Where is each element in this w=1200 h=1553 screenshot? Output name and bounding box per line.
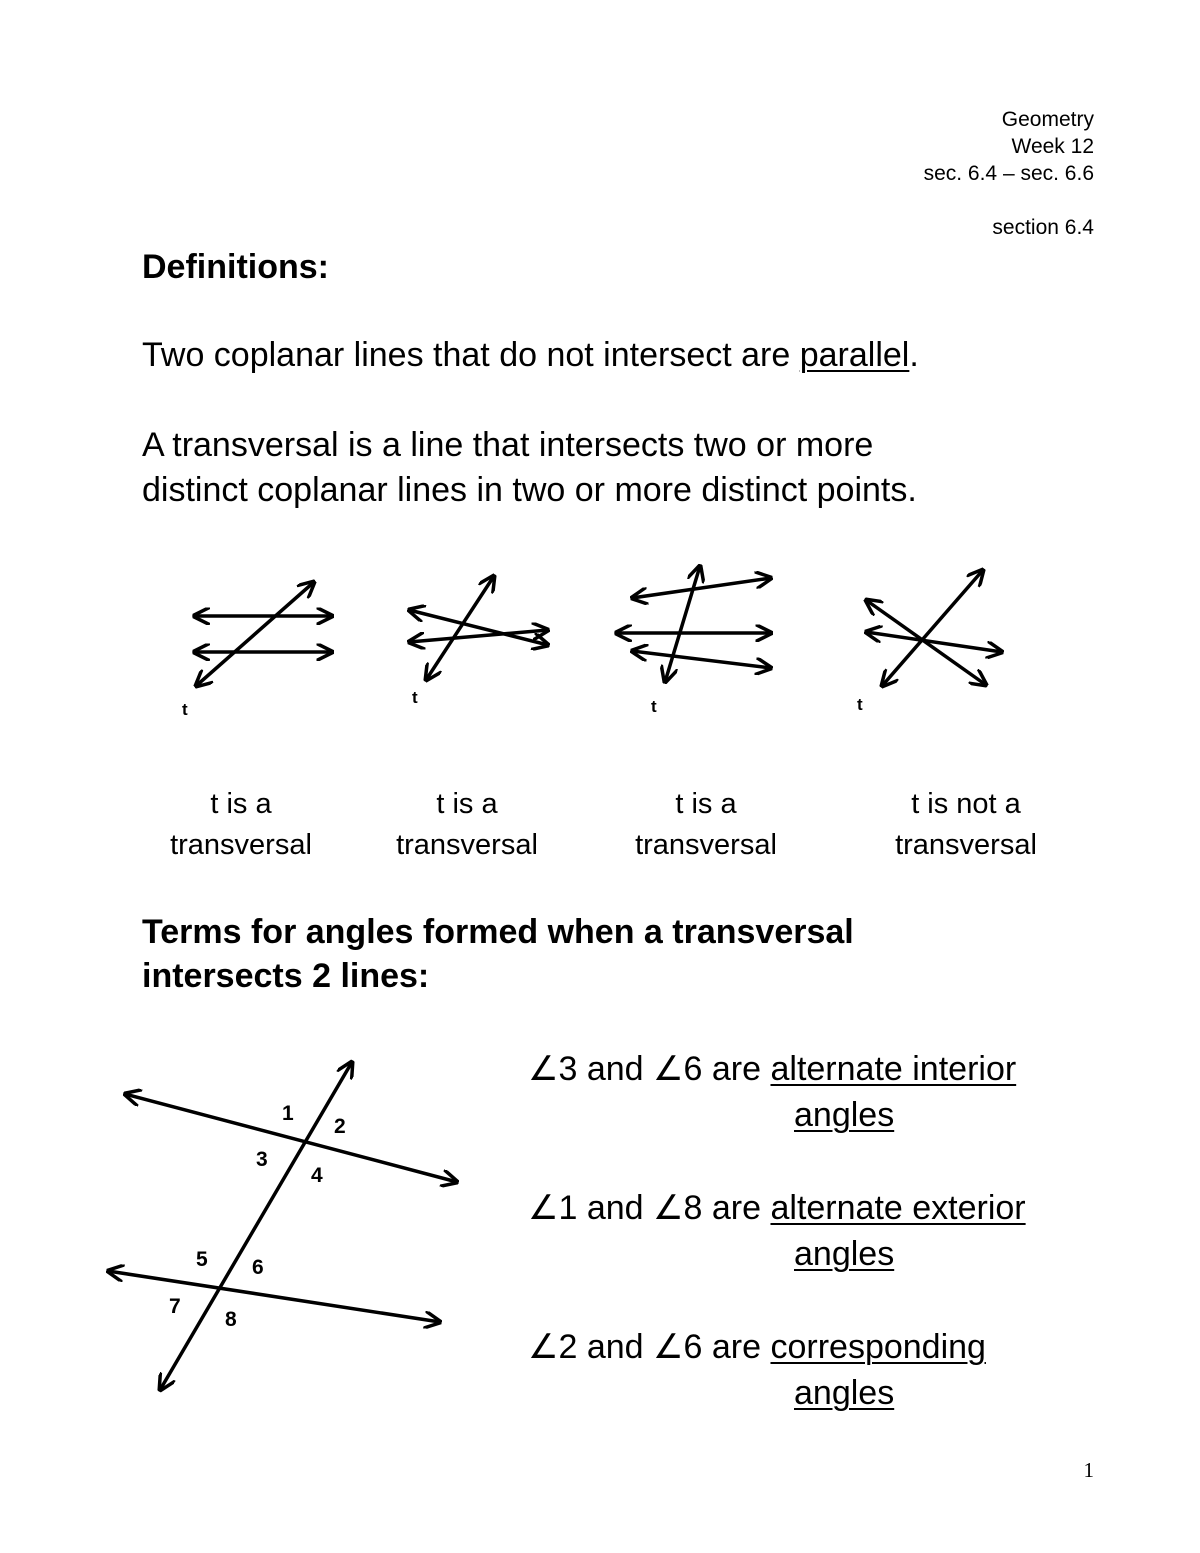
angle-symbol: ∠ (528, 1050, 559, 1088)
caption-4-line1: t is not a (911, 788, 1021, 820)
pair-2-second: 8 (683, 1189, 703, 1227)
pair-1-statement (528, 1047, 1016, 1092)
caption-3 (596, 784, 816, 866)
transversal-examples (0, 555, 1200, 730)
fig3-line-c (632, 651, 771, 668)
pair-2-term: alternate exterior (770, 1189, 1026, 1227)
angle-symbol: ∠ (653, 1189, 684, 1227)
angle-label-2: 2 (334, 1115, 346, 1138)
angle-label-4: 4 (311, 1164, 323, 1187)
pair-3-second: 6 (683, 1328, 703, 1366)
pair-3-first: 2 (558, 1328, 578, 1366)
angle-label-7: 7 (169, 1295, 181, 1318)
parallel-definition (142, 333, 919, 377)
transversal-def-line1: A transversal is a line that intersects two or more (142, 426, 874, 464)
caption-1 (131, 784, 351, 866)
and-word: and (577, 1050, 654, 1088)
fig4-t-label: t (857, 695, 863, 714)
caption-3-line2: transversal (635, 829, 777, 861)
angle-symbol: ∠ (653, 1328, 684, 1366)
caption-1-line2: transversal (170, 829, 312, 861)
parallel-term: parallel (799, 336, 910, 374)
pair-1-term-cont: angles (794, 1096, 895, 1134)
are-word: are (702, 1328, 771, 1366)
fig2-t-label: t (412, 688, 418, 707)
caption-1-line1: t is a (210, 788, 272, 820)
terms-heading-line1: Terms for angles formed when a transversal (142, 913, 854, 951)
caption-2-line2: transversal (396, 829, 538, 861)
fig3-transversal (665, 566, 700, 682)
pair-1-second: 6 (683, 1050, 703, 1088)
pair-3-statement (528, 1325, 986, 1370)
fig3-line-a (632, 578, 771, 598)
are-word: are (702, 1189, 771, 1227)
terms-heading-line2: intersects 2 lines: (142, 957, 430, 995)
angle-label-6: 6 (252, 1256, 264, 1279)
angle-symbol: ∠ (653, 1050, 684, 1088)
caption-2 (357, 784, 577, 866)
page-number: 1 (1083, 1458, 1094, 1482)
angle-label-3: 3 (256, 1148, 268, 1171)
and-word: and (577, 1189, 654, 1227)
course-name: Geometry (1001, 108, 1094, 131)
caption-4 (856, 784, 1076, 866)
parallel-def-text: Two coplanar lines that do not intersect are (142, 336, 800, 374)
angle-label-1: 1 (282, 1102, 294, 1125)
angle-label-5: 5 (196, 1248, 208, 1271)
section-range: sec. 6.4 – sec. 6.6 (923, 162, 1094, 185)
fig1-transversal (196, 582, 314, 686)
week-label: Week 12 (1011, 135, 1094, 158)
and-word: and (577, 1328, 654, 1366)
lower-line (108, 1271, 440, 1322)
parallel-period: . (909, 336, 919, 374)
caption-4-line2: transversal (895, 829, 1037, 861)
fig3-t-label: t (651, 697, 657, 716)
angle-symbol: ∠ (528, 1189, 559, 1227)
definitions-heading: Definitions: (142, 248, 329, 286)
current-section: section 6.4 (992, 216, 1094, 239)
transversal-def-line2: distinct coplanar lines in two or more distinct points. (142, 471, 917, 509)
pair-2-statement (528, 1186, 1026, 1231)
caption-2-line1: t is a (436, 788, 498, 820)
pair-3-term-cont: angles (794, 1374, 895, 1412)
angle-symbol: ∠ (528, 1328, 559, 1366)
pair-1-term: alternate interior (770, 1050, 1017, 1088)
pair-2-first: 1 (558, 1189, 578, 1227)
are-word: are (702, 1050, 771, 1088)
pair-1-first: 3 (558, 1050, 578, 1088)
fig1-t-label: t (182, 700, 188, 719)
angle-diagram (90, 1045, 480, 1405)
pair-2-term-cont: angles (794, 1235, 895, 1273)
pair-3-term: corresponding (770, 1328, 986, 1366)
angle-label-8: 8 (225, 1308, 237, 1331)
caption-3-line1: t is a (675, 788, 737, 820)
fig4-transversal (882, 570, 983, 686)
